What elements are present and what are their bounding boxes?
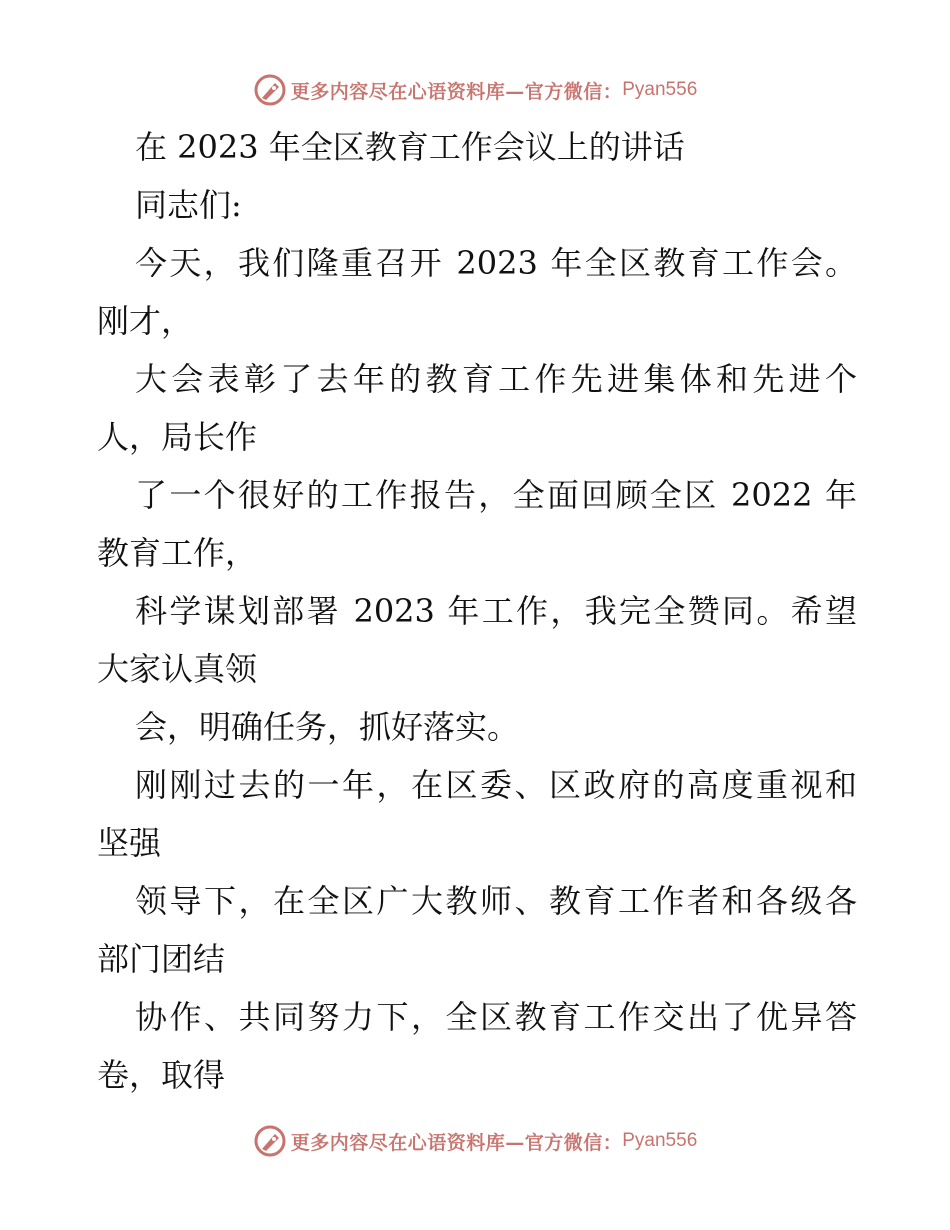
footer-banner-text: 更多内容尽在心语资料库—官方微信： — [290, 1131, 623, 1154]
header-banner-text: 更多内容尽在心语资料库—官方微信： — [290, 80, 623, 103]
header-banner-id: Pyan556 — [622, 79, 698, 100]
header-banner — [0, 70, 950, 110]
pen-nib-logo-icon — [253, 1124, 287, 1158]
text-line: 科学谋划部署 2023 年工作，我完全赞同。希望 — [135, 592, 857, 630]
text-line: 坚强 — [97, 824, 162, 862]
text-line: 大会表彰了去年的教育工作先进集体和先进个 — [135, 360, 857, 398]
footer-banner-id: Pyan556 — [622, 1130, 698, 1151]
text-line: 大家认真领 — [97, 650, 258, 688]
footer-banner — [0, 1121, 950, 1161]
text-line: 部门团结 — [97, 940, 226, 978]
text-line: 卷，取得 — [97, 1056, 226, 1094]
pen-nib-logo-icon — [253, 73, 287, 107]
text-line: 了一个很好的工作报告，全面回顾全区 2022 年 — [135, 476, 857, 514]
text-line: 教育工作， — [97, 534, 258, 572]
text-line: 刚刚过去的一年，在区委、区政府的高度重视和 — [135, 766, 857, 804]
text-line: 今天，我们隆重召开 2023 年全区教育工作会。 — [135, 244, 857, 282]
document-title: 在 2023 年全区教育工作会议上的讲话 — [135, 128, 685, 166]
text-line: 人，局长作 — [97, 418, 258, 456]
text-line: 刚才， — [97, 302, 194, 340]
salutation: 同志们: — [135, 186, 242, 224]
text-line: 领导下，在全区广大教师、教育工作者和各级各 — [135, 882, 857, 920]
text-line: 会，明确任务，抓好落实。 — [135, 708, 520, 746]
text-line: 协作、共同努力下，全区教育工作交出了优异答 — [135, 998, 857, 1036]
document-body — [97, 118, 857, 1104]
